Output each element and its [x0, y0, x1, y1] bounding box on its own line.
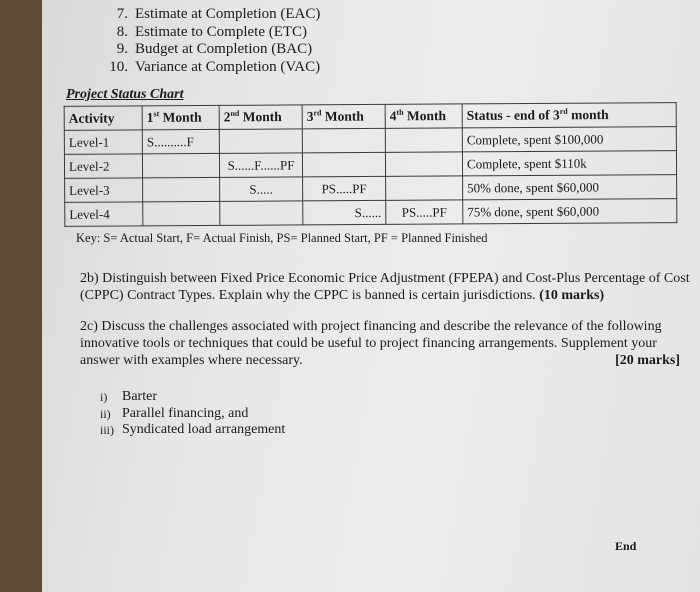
numbered-list	[106, 6, 320, 76]
list-item	[106, 6, 320, 24]
cell-month-1	[143, 177, 220, 201]
list-item-text: Estimate at Completion (EAC)	[135, 6, 321, 22]
list-item-text: Budget at Completion (BAC)	[135, 41, 313, 57]
sub-item-number: iii)	[100, 423, 114, 437]
header-status: Status - end of 3rd month	[462, 103, 676, 128]
cell-month-3	[302, 152, 385, 177]
end-label: End	[615, 539, 637, 553]
cell-month-3	[302, 128, 385, 153]
cell-activity: Level-4	[65, 202, 143, 226]
question-2b-marks: (10 marks)	[539, 288, 605, 303]
sub-item-text: Syndicated load arrangement	[122, 422, 286, 437]
list-item-text: Variance at Completion (VAC)	[135, 58, 321, 75]
list-item	[106, 59, 320, 77]
cell-month-1	[142, 153, 219, 177]
cell-month-2: S.....	[220, 177, 303, 202]
cell-status: 50% done, spent $60,000	[463, 175, 677, 200]
list-item	[106, 41, 320, 59]
list-item	[100, 406, 285, 423]
question-2c-marks: [20 marks]	[615, 353, 680, 368]
list-item-number: 7.	[116, 6, 128, 22]
table-row	[65, 199, 677, 227]
cell-month-4	[385, 152, 462, 176]
exam-paper	[42, 0, 700, 592]
cell-activity: Level-1	[64, 130, 142, 154]
cell-month-4	[386, 176, 463, 200]
cell-month-2	[219, 129, 302, 154]
cell-status: 75% done, spent $60,000	[463, 199, 677, 224]
header-month-1: 1st Month	[142, 105, 219, 129]
list-item	[106, 24, 320, 42]
sub-item-number: ii)	[100, 406, 111, 421]
list-item-text: Estimate to Complete (ETC)	[135, 23, 308, 40]
project-status-table	[64, 102, 678, 227]
cell-month-2: S......F......PF	[219, 153, 302, 178]
header-activity: Activity	[64, 106, 142, 130]
question-2c	[80, 318, 680, 369]
cell-status: Complete, spent $100,000	[462, 127, 676, 152]
list-item-number: 10.	[109, 58, 128, 75]
cell-activity: Level-3	[65, 178, 143, 202]
cell-status: Complete, spent $110k	[462, 151, 676, 176]
header-month-2: 2nd Month	[219, 105, 302, 130]
cell-month-4: PS.....PF	[386, 200, 463, 224]
sub-item-text: Parallel financing, and	[122, 405, 249, 421]
list-item-number: 8.	[116, 23, 128, 40]
cell-month-1: S..........F	[142, 129, 219, 153]
question-2c-text: 2c) Discuss the challenges associated with project financing and describe the relevance of the following innovative tools or techniques that could be useful to project financing arrangements. Supplement your answer with examples where necessary.	[80, 319, 662, 368]
cell-month-3: PS.....PF	[303, 176, 386, 201]
cell-activity: Level-2	[64, 154, 142, 178]
list-item	[100, 389, 285, 406]
chart-key: Key: S= Actual Start, F= Actual Finish, PS= Planned Start, PF = Planned Finished	[76, 231, 488, 245]
question-2b	[80, 270, 700, 304]
question-2b-text: 2b) Distinguish between Fixed Price Economic Price Adjustment (FPEPA) and Cost-Plus Percentage of Cost (CPPC) Contract Types. Explain why the CPPC is banned is certain jurisdictions.	[80, 271, 690, 303]
list-item	[100, 422, 285, 439]
chart-title: Project Status Chart	[66, 87, 184, 102]
sub-item-text: Barter	[122, 389, 157, 404]
cell-month-2	[220, 201, 303, 226]
cell-month-4	[385, 128, 462, 152]
header-month-3: 3rd Month	[302, 104, 385, 129]
cell-month-1	[143, 201, 220, 225]
sub-item-list	[100, 389, 285, 439]
cell-month-3: S......	[303, 200, 386, 225]
sub-item-number: i)	[100, 390, 108, 404]
header-month-4: 4th Month	[385, 104, 462, 128]
list-item-number: 9.	[116, 41, 128, 57]
